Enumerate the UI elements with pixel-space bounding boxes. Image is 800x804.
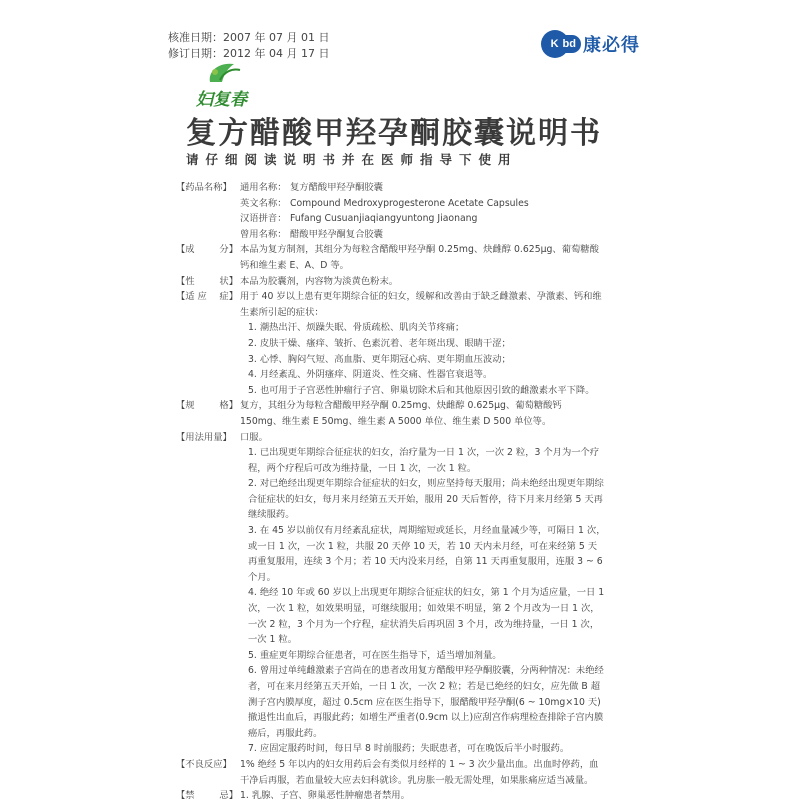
brand-badge: K bbox=[541, 30, 569, 58]
date-block bbox=[168, 30, 329, 62]
section-label: 【成 分】 bbox=[176, 244, 238, 256]
section-adverse bbox=[176, 757, 606, 788]
document-subtitle: 请仔细阅读说明书并在医师指导下使用 bbox=[186, 152, 518, 167]
brand-name: 康必得 bbox=[583, 35, 640, 56]
list-item: 6. 曾用过单纯雌激素子宫尚在的患者改用复方醋酸甲羟孕酮胶囊，分两种情况：未绝经者，可在来月经第五天开始，一日 1 次，一次 2 粒；若是已绝经的妇女，应先做 B 超测子宫内膜厚度，超过 0.5cm 应在医生指导下，服醋酸甲羟孕酮(6 ~ 10mg×10 天)撤退性出血后，再服此药；如增生严重者(0.9cm 以上)应刮宫作病理检查排除子宫内膜癌后，再服此药。 bbox=[248, 665, 604, 739]
list-item: 5. 也可用于子宫恶性肿瘤行子宫、卵巢切除术后和其他原因引致的雌激素水平下降。 bbox=[248, 384, 595, 396]
list-item: 2. 皮肤干燥、瘙痒、皱折、色素沉着、老年斑出现、眼睛干涩； bbox=[248, 337, 511, 349]
section-label: 【不良反应】 bbox=[176, 758, 232, 770]
list-item: 1. 已出现更年期综合征症状的妇女，治疗量为一日 1 次，一次 2 粒，3 个月为一个疗程，两个疗程后可改为维持量，一日 1 次，一次 1 粒。 bbox=[248, 447, 600, 474]
brand-badge-text: bd bbox=[561, 35, 581, 53]
section-text: 1% 绝经 5 年以内的妇女用药后会有类似月经样的 1 ~ 3 次少量出血。出血时停药，血干净后再服，若血量较大应去妇科就诊。乳房胀一般无需处理，如果胀痛应适当减量。 bbox=[240, 758, 599, 786]
section-contraindication bbox=[176, 788, 606, 804]
document-title: 复方醋酸甲羟孕酮胶囊说明书 bbox=[186, 116, 602, 151]
logo-text: 妇复春 bbox=[196, 90, 247, 110]
section-text: 复方，其组分为每粒含醋酸甲羟孕酮 0.25mg、炔雌醇 0.625μg、葡萄糖酸钙 150mg、维生素 E 50mg、维生素 A 5000 单位、维生素 D 500 单位等。 bbox=[240, 400, 562, 427]
section-drug-name bbox=[176, 180, 606, 242]
list-item: 4. 月经紊乱、外阴瘙痒、阴道炎、性交痛、性器官衰退等。 bbox=[248, 369, 493, 381]
revise-date: 修订日期：2012 年 04 月 17 日 bbox=[168, 47, 330, 60]
list-item: 3. 在 45 岁以前仅有月经紊乱症状，周期缩短或延长，月经血量减少等，可隔日 1 次，或一日 1 次，一次 1 粒，共服 20 天停 10 天，若 10 天内未月经，可在来经第 5 天再重复服用，连续 3 个月；若 10 天内没来月经，自第 11 天再重复服用，连服 3 ~ 6 个月。 bbox=[248, 525, 606, 583]
brand-logo bbox=[541, 30, 640, 58]
product-logo bbox=[196, 60, 266, 110]
list-item: 7. 应固定服药时间，每日早 8 时前服药；失眠患者，可在晚饭后半小时服药。 bbox=[248, 743, 570, 755]
name-row: 曾用名称： 醋酸甲羟孕酮复合胶囊 bbox=[240, 228, 383, 240]
section-text: 本品为胶囊剂，内容物为淡黄色粉末。 bbox=[240, 275, 399, 287]
section-spec bbox=[176, 398, 606, 429]
list-item: 1. 潮热出汗、烦躁失眠、骨质疏松、肌肉关节疼痛； bbox=[248, 322, 465, 334]
name-row: 英文名称： Compound Medroxyprogesterone Acetate Capsules bbox=[240, 197, 529, 209]
list-item: 5. 重症更年期综合征患者，可在医生指导下，适当增加剂量。 bbox=[248, 649, 502, 661]
section-text: 本品为复方制剂，其组分为每粒含醋酸甲羟孕酮 0.25mg、炔雌醇 0.625μg、葡萄糖酸钙和维生素 E、A、D 等。 bbox=[240, 244, 599, 271]
section-label: 【性 状】 bbox=[176, 275, 238, 287]
section-label: 【禁 忌】 bbox=[176, 790, 238, 802]
list-item: 4. 绝经 10 年或 60 岁以上出现更年期综合征症状的妇女，第 1 个月为适应量，一日 1 次，一次 1 粒，如效果明显，可继续服用；如效果不明显，第 2 个月改为一日 1 次，一次 2 粒，3 个月为一个疗程，症状消失后再巩固 3 个月，改为维持量，一日 1 次，一次 1 粒。 bbox=[248, 587, 605, 646]
list-item: 2. 对已绝经出现更年期综合征症状的妇女，则应坚持每天服用；尚未绝经出现更年期综合征症状的妇女，每月来月经第五天开始，服用 20 天后暂停，待下月来月经第 5 天再继续服药。 bbox=[248, 478, 604, 521]
list-item: 3. 心悸、胸闷气短、高血脂、更年期冠心病、更年期血压波动； bbox=[248, 353, 511, 365]
section-label: 【规 格】 bbox=[176, 400, 238, 412]
section-text: 1. 乳腺、子宫、卵巢恶性肿瘤患者禁用。 bbox=[240, 790, 410, 802]
section-text: 口服。 bbox=[240, 431, 268, 443]
name-row: 通用名称： 复方醋酸甲羟孕酮胶囊 bbox=[240, 182, 383, 193]
section-label: 【用法用量】 bbox=[176, 431, 232, 443]
section-composition bbox=[176, 242, 606, 273]
leaf-swirl-icon bbox=[206, 60, 242, 86]
section-usage bbox=[176, 430, 606, 757]
section-label: 【药品名称】 bbox=[176, 182, 232, 193]
document-body bbox=[176, 180, 606, 804]
approve-date: 核准日期：2007 年 07 月 01 日 bbox=[168, 31, 330, 44]
section-indication bbox=[176, 289, 606, 398]
section-label: 【适 应 症】 bbox=[176, 291, 238, 303]
name-row: 汉语拼音： Fufang Cusuanjiaqiangyuntong Jiaonang bbox=[240, 213, 478, 225]
section-text: 用于 40 岁以上患有更年期综合征的妇女，缓解和改善由于缺乏雌激素、孕激素、钙和维生素所引起的症状： bbox=[240, 291, 602, 318]
section-character bbox=[176, 274, 606, 290]
